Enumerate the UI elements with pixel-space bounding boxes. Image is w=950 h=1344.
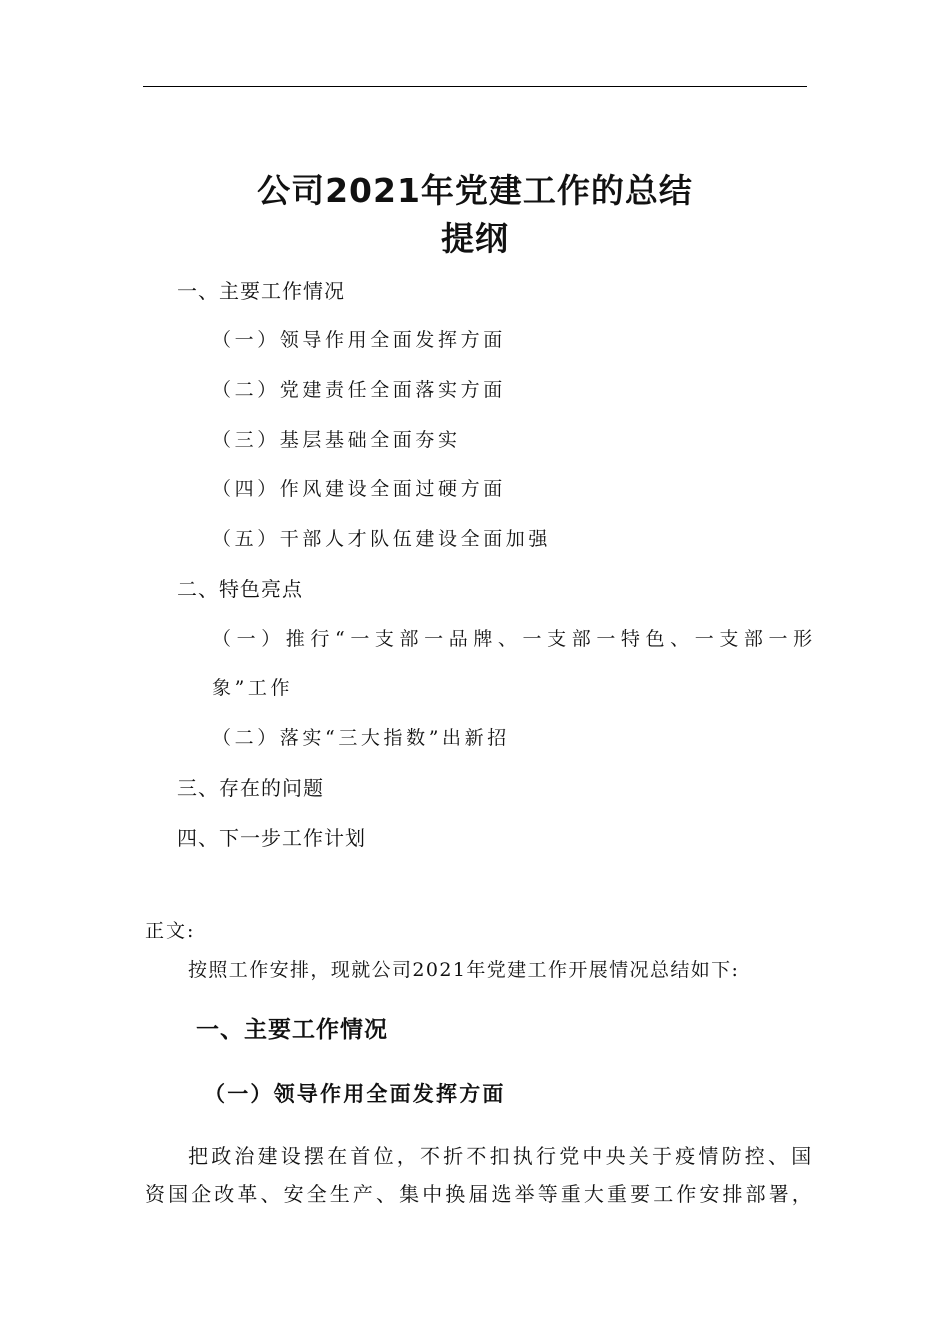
document-title-line2: 提纲 — [441, 219, 509, 258]
document-title: 公司2021年党建工作的总结 — [257, 171, 693, 210]
outline-item-2-1: （一）推行“一支部一品牌、一支部一特色、一支部一形 — [212, 628, 818, 650]
body-intro: 按照工作安排，现就公司2021年党建工作开展情况总结如下: — [188, 959, 740, 981]
outline-item-2-1-continued: 象”工作 — [212, 677, 294, 699]
section-heading: 一、主要工作情况 — [196, 1017, 388, 1043]
outline-item-1-5: （五）干部人才队伍建设全面加强 — [212, 528, 552, 550]
paragraph-line-2: 资国企改革、安全生产、集中换届选举等重大重要工作安排部署， — [145, 1182, 815, 1206]
subsection-heading: （一）领导作用全面发挥方面 — [204, 1081, 506, 1106]
outline-item-1-3: （三）基层基础全面夯实 — [212, 429, 461, 451]
body-label: 正文: — [145, 920, 196, 942]
outline-heading-1: 一、主要工作情况 — [177, 279, 345, 303]
outline-heading-4: 四、下一步工作计划 — [177, 826, 366, 850]
outline-item-1-2: （二）党建责任全面落实方面 — [212, 379, 506, 401]
outline-item-1-4: （四）作风建设全面过硬方面 — [212, 478, 506, 500]
outline-item-2-2: （二）落实“三大指数”出新招 — [212, 727, 510, 749]
outline-heading-2: 二、特色亮点 — [177, 577, 303, 601]
paragraph-line-1: 把政治建设摆在首位，不折不扣执行党中央关于疫情防控、国 — [188, 1144, 815, 1168]
outline-item-1-1: （一）领导作用全面发挥方面 — [212, 329, 506, 351]
header-rule — [143, 86, 807, 87]
outline-heading-3: 三、存在的问题 — [177, 776, 324, 800]
